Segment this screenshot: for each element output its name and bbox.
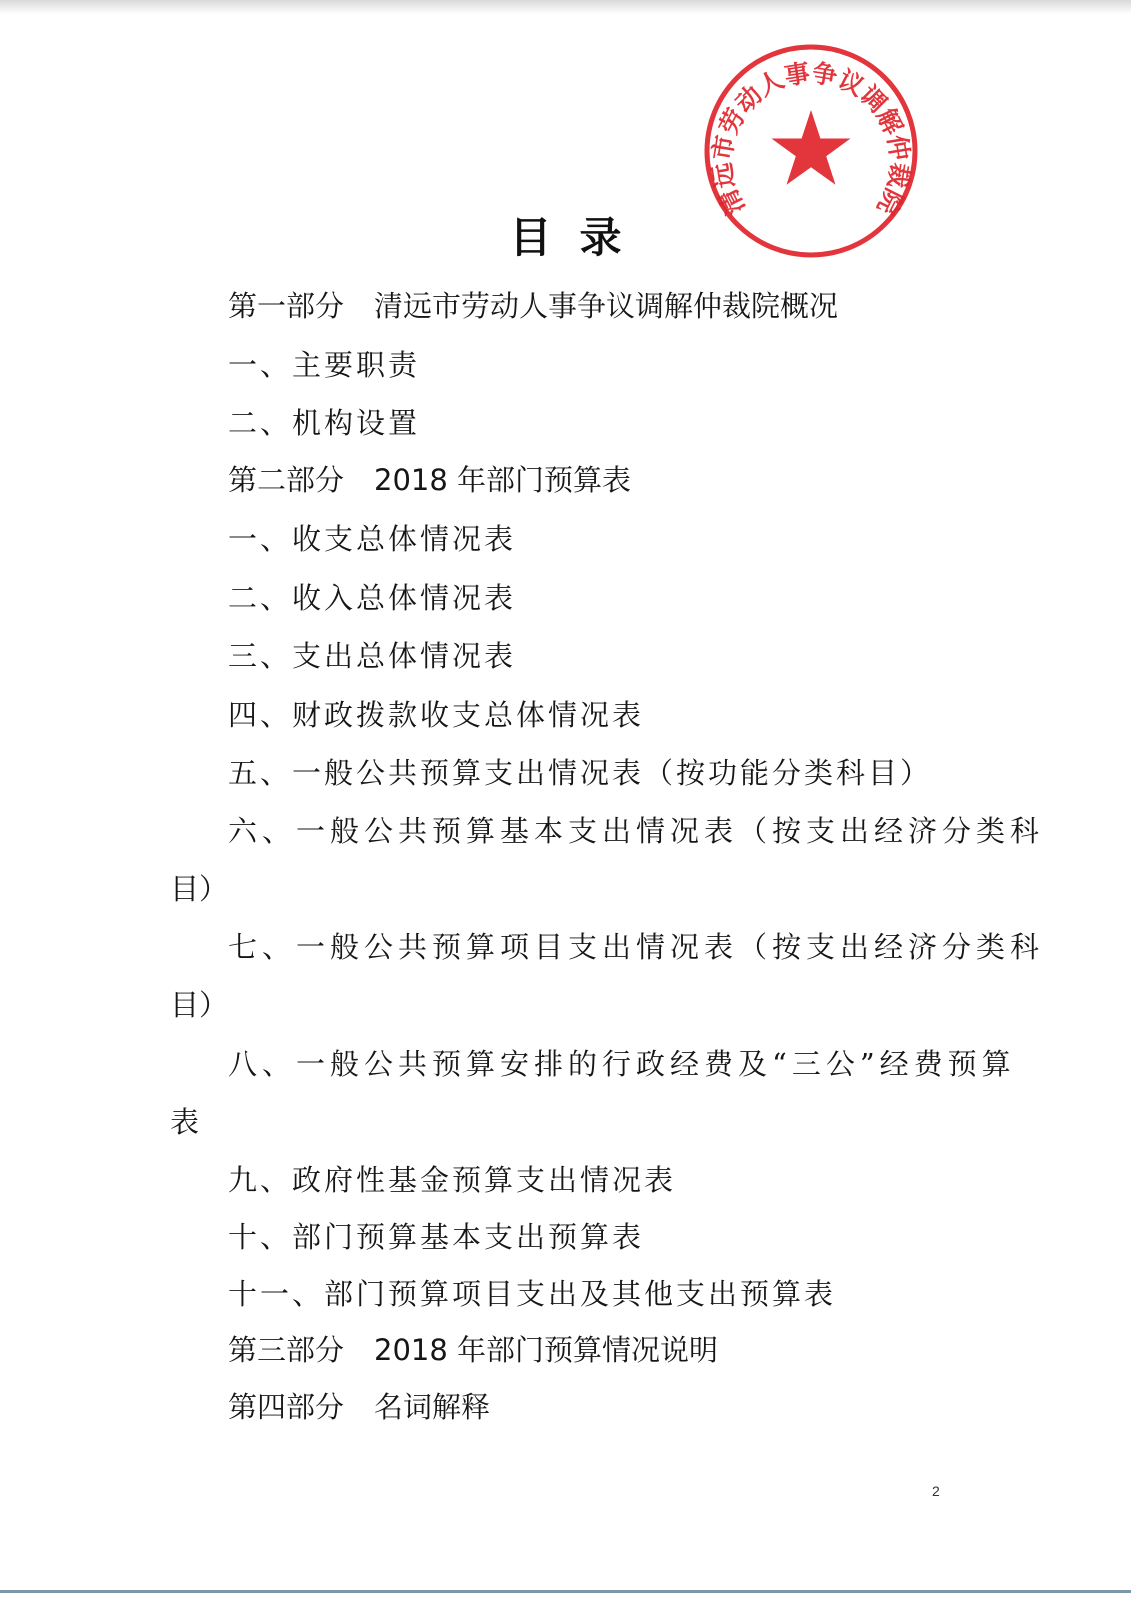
seal-text-path: 清远市劳动人事争议调解仲裁院 xyxy=(707,58,915,220)
toc-item: 四、财政拨款收支总体情况表 xyxy=(228,698,645,732)
toc-item-7-line-1: 七、一般公共预算项目支出情况表（按支出经济分类科 xyxy=(228,930,1045,964)
toc-item: 十、部门预算基本支出预算表 xyxy=(228,1220,645,1254)
toc-part-2 xyxy=(228,462,631,498)
toc-part-1-label: 第一部分 xyxy=(228,289,345,323)
toc-part-3-label: 第三部分 xyxy=(228,1333,345,1367)
toc-part-1 xyxy=(228,288,838,324)
toc-item: 二、机构设置 xyxy=(228,406,421,440)
toc-item-6-line-1: 六、一般公共预算基本支出情况表（按支出经济分类科 xyxy=(228,814,1045,848)
toc-item-6-line-2: 目） xyxy=(170,872,229,906)
toc-item-8-line-2: 表 xyxy=(170,1105,200,1139)
toc-part-3-title: 2018 年部门预算情况说明 xyxy=(374,1333,719,1367)
toc-item: 一、收支总体情况表 xyxy=(228,522,517,556)
scan-top-shadow xyxy=(0,0,1131,14)
toc-item-8-line-1: 八、一般公共预算安排的行政经费及“三公”经费预算 xyxy=(228,1047,1016,1081)
toc-part-2-label: 第二部分 xyxy=(228,463,345,497)
toc-part-4-label: 第四部分 xyxy=(228,1390,345,1424)
toc-part-4 xyxy=(228,1389,490,1425)
toc-item: 九、政府性基金预算支出情况表 xyxy=(228,1163,677,1197)
toc-part-2-title: 2018 年部门预算表 xyxy=(374,463,632,497)
page-title: 目录 xyxy=(509,213,650,262)
seal-star xyxy=(772,110,851,185)
scan-bottom-edge xyxy=(0,1590,1131,1593)
toc-part-4-title: 名词解释 xyxy=(374,1390,491,1424)
toc-part-1-title: 清远市劳动人事争议调解仲裁院概况 xyxy=(374,289,839,323)
toc-item-7-line-2: 目） xyxy=(170,988,229,1022)
toc-item: 一、主要职责 xyxy=(228,348,421,382)
toc-item: 五、一般公共预算支出情况表（按功能分类科目） xyxy=(228,756,933,790)
page-number: 2 xyxy=(932,1483,940,1499)
toc-item: 二、收入总体情况表 xyxy=(228,581,517,615)
toc-part-3 xyxy=(228,1332,718,1368)
toc-item: 十一、部门预算项目支出及其他支出预算表 xyxy=(228,1277,837,1311)
toc-item: 三、支出总体情况表 xyxy=(228,639,517,673)
